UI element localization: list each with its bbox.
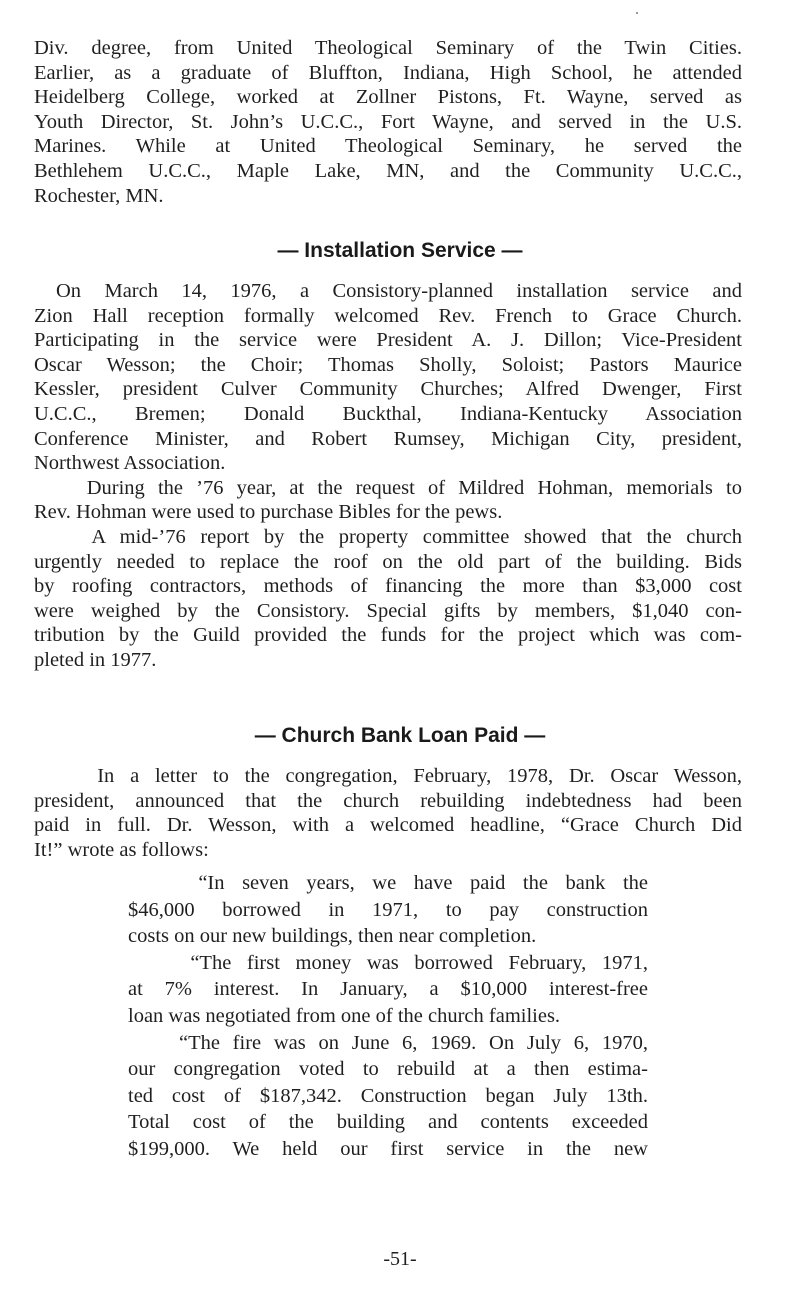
text-line: On March 14, 1976, a Consistory-planned installation service and xyxy=(56,280,742,302)
section-heading-installation: — Installation Service — xyxy=(277,239,523,262)
text-line: It!” wrote as follows: xyxy=(34,838,209,861)
text-line: Rev. Hohman were used to purchase Bibles for the pews. xyxy=(34,501,503,524)
text-line: by roofing contractors, methods of financing the more than $3,000 cost xyxy=(34,575,742,598)
section-heading-loan: — Church Bank Loan Paid — xyxy=(254,724,546,747)
text-line: Zion Hall reception formally welcomed Rev. French to Grace Church. xyxy=(34,304,742,327)
quote-line: our congregation voted to rebuild at a then estima- xyxy=(128,1058,648,1081)
text-line: pleted in 1977. xyxy=(34,648,157,671)
scan-speck xyxy=(636,12,638,14)
text-line: Bethlehem U.C.C., Maple Lake, MN, and the Community U.C.C., xyxy=(34,159,742,182)
quote-line: “The first money was borrowed February, 1971, xyxy=(128,951,648,974)
text-line: Youth Director, St. John’s U.C.C., Fort Wayne, and served in the U.S. xyxy=(34,110,742,133)
quote-line: costs on our new buildings, then near completion. xyxy=(128,925,537,948)
text-line: were weighed by the Consistory. Special gifts by members, $1,040 con- xyxy=(34,599,742,622)
quote-line: “The fire was on June 6, 1969. On July 6, 1970, xyxy=(128,1031,648,1054)
text-line: tribution by the Guild provided the funds for the project which was com- xyxy=(34,624,742,647)
quote-line: “In seven years, we have paid the bank the xyxy=(128,872,648,894)
text-line: Northwest Association. xyxy=(34,452,226,475)
installation-paragraph xyxy=(34,279,742,673)
text-line: Conference Minister, and Robert Rumsey, Michigan City, president, xyxy=(34,427,742,450)
page-number: -51- xyxy=(383,1248,417,1270)
quote-line: $46,000 borrowed in 1971, to pay construction xyxy=(128,898,648,921)
quote-line: loan was negotiated from one of the church families. xyxy=(128,1004,561,1027)
text-line: Div. degree, from United Theological Seminary of the Twin Cities. xyxy=(34,37,742,59)
text-line: Marines. While at United Theological Seminary, he served the xyxy=(34,135,742,158)
text-line: Oscar Wesson; the Choir; Thomas Sholly, Soloist; Pastors Maurice xyxy=(34,353,742,376)
text-line: Earlier, as a graduate of Bluffton, Indiana, High School, he attended xyxy=(34,61,742,84)
text-line: Heidelberg College, worked at Zollner Pistons, Ft. Wayne, served as xyxy=(34,86,742,109)
text-line: A mid-’76 report by the property committee showed that the church xyxy=(34,525,742,548)
text-line: U.C.C., Bremen; Donald Buckthal, Indiana-Kentucky Association xyxy=(34,402,742,425)
quote-line: ted cost of $187,342. Construction began July 13th. xyxy=(128,1084,648,1107)
text-line: Rochester, MN. xyxy=(34,184,164,207)
quote-line: Total cost of the building and contents exceeded xyxy=(128,1111,648,1134)
quote-line: $199,000. We held our first service in the new xyxy=(128,1137,648,1160)
quote-line: at 7% interest. In January, a $10,000 interest-free xyxy=(128,978,648,1001)
text-line: president, announced that the church rebuilding indebtedness had been xyxy=(34,789,742,812)
text-line: urgently needed to replace the roof on the old part of the building. Bids xyxy=(34,550,742,573)
quoted-letter xyxy=(128,870,648,1163)
loan-paragraph xyxy=(34,764,742,862)
text-line: In a letter to the congregation, February, 1978, Dr. Oscar Wesson, xyxy=(34,765,742,787)
text-line: Kessler, president Culver Community Churches; Alfred Dwenger, First xyxy=(34,378,742,401)
intro-paragraph xyxy=(34,36,742,208)
text-line: During the ’76 year, at the request of Mildred Hohman, memorials to xyxy=(34,476,742,499)
text-line: paid in full. Dr. Wesson, with a welcomed headline, “Grace Church Did xyxy=(34,814,742,837)
text-line: Participating in the service were President A. J. Dillon; Vice-President xyxy=(34,329,742,352)
